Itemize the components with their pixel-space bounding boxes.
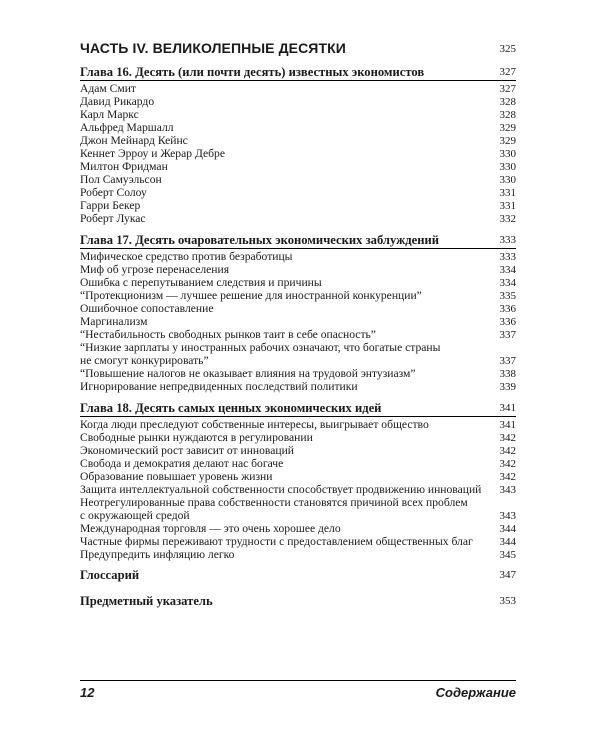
- glossary-page: 347: [499, 569, 516, 581]
- chapter-17-page: 333: [499, 234, 516, 246]
- index-page: 353: [499, 595, 516, 607]
- toc-page: ЧАСТЬ IV. ВЕЛИКОЛЕПНЫЕ ДЕСЯТКИ 325 Глава 16. Десять (или почти десять) известных экономистов 327 Адам Смит 327 Давид Рикардо 328 Карл Маркс 328 Альфред Маршалл 329 Джон Мейнард Кейнс 329 Кеннет Эрроу и Жерар Дебре 330 Милтон Фридман 330 Пол Самуэльсон 330 Роберт Солоу 331 Гарри Бекер 331 Роберт Лукас 332 Глава 17. Десять очаровательных экономических заблуждений 333 Мифическое средство против безработицы 333 Миф об угрозе перенаселения 334 Ошибка с перепутыванием следствия и причины 334 “Протекционизм — лучшее решение для иностранной конкуренции” 335 Ошибочное сопоставление 336 Маргинализм 336 “Нестабильность свободных рынков таит в себе опасность” 337 “Низкие зарплаты у иностранных рабочих означают, что богатые страны не смогут конкурировать” 337 “Повышение налогов не оказывает влияния на трудовой энтузиазм” 338 Игнорирование непредвиденных последствий политики 339 Глава 18. Десять самых ценных экономических идей 341 Когда люди преследуют собственные интересы, выигрывает общество 341 Свободные рынки нуждаются в регулировании 342 Экономический рост зависит от инноваций 342 Свобода и демократия делают нас богаче 342 Образование повышает уровень жизни 342 Защита интеллектуальной собственности способствует продвижению инноваций 343 Неотрегулированные права собственности становятся причиной всех проблем с окружающей средой 343 Международная торговля — это очень хорошее дело 344 Частные фирмы переживают трудности с предоставлением общественных благ 344 Предупредить инфляцию легко 345 Глоссарий 347 Предметный указатель 353 12 Содержание: [80, 40, 516, 700]
- index-title: Предметный указатель: [80, 594, 213, 608]
- footer-section-title: Содержание: [435, 685, 516, 700]
- chapter-16-page: 327: [499, 66, 516, 78]
- glossary-title: Глоссарий: [80, 568, 140, 582]
- chapter-17-title: Глава 17. Десять очаровательных экономических заблуждений: [80, 233, 439, 247]
- chapter-16-heading: [80, 66, 516, 81]
- footer-rule: [80, 680, 516, 681]
- chapter-18-page: 341: [499, 402, 516, 414]
- part-title: ЧАСТЬ IV. ВЕЛИКОЛЕПНЫЕ ДЕСЯТКИ: [80, 40, 346, 56]
- chapter-17-heading: [80, 234, 516, 249]
- chapter-18-title: Глава 18. Десять самых ценных экономических идей: [80, 401, 382, 415]
- chapter-18-heading: [80, 402, 516, 417]
- part-page: 325: [499, 43, 516, 55]
- chapter-16-title: Глава 16. Десять (или почти десять) известных экономистов: [80, 65, 425, 79]
- footer-page-number: 12: [80, 685, 95, 700]
